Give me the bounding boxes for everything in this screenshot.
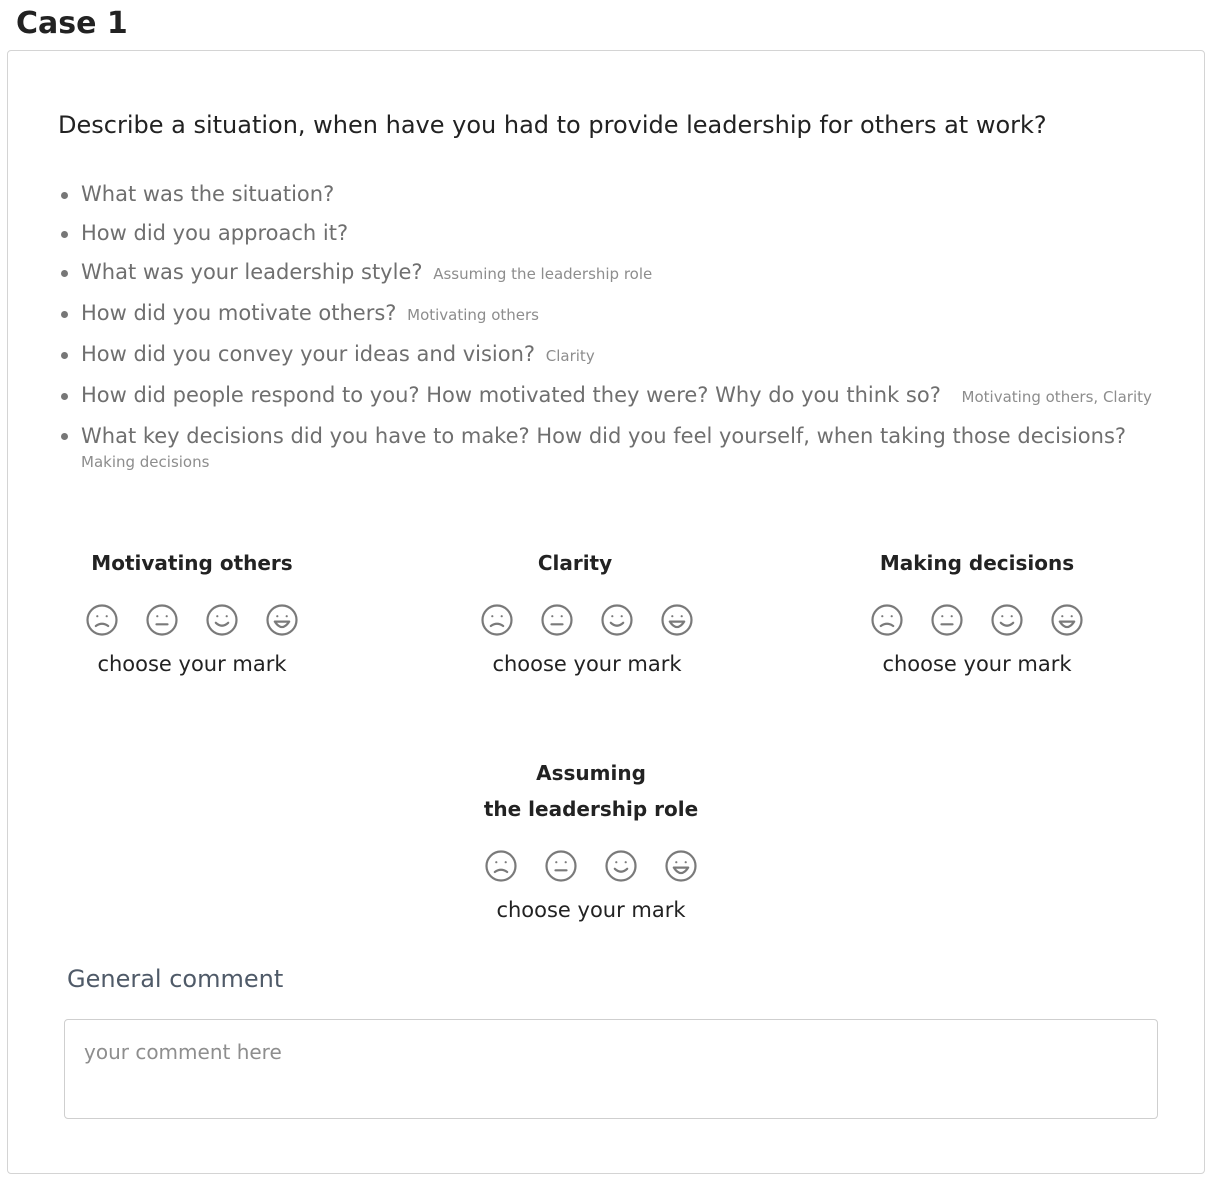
- rating-faces: [62, 603, 322, 637]
- hint-text: What was the situation?: [81, 182, 335, 206]
- frown-face-icon[interactable]: [85, 603, 119, 637]
- neutral-face-icon[interactable]: [145, 603, 179, 637]
- smile-face-icon[interactable]: [600, 603, 634, 637]
- smile-face-icon[interactable]: [205, 603, 239, 637]
- rating-title: Assuming the leadership role: [483, 761, 699, 821]
- hint-text: What key decisions did you have to make? How did you feel yourself, when taking those decisions?: [81, 424, 1127, 448]
- hint-item: [58, 294, 1168, 335]
- rating-clarity: [456, 545, 718, 678]
- mark-label: choose your mark: [882, 652, 1072, 676]
- competency-tag: Motivating others: [407, 306, 539, 324]
- competency-tag: Clarity: [545, 347, 595, 365]
- competency-tag: Motivating others, Clarity: [961, 388, 1152, 406]
- frown-face-icon[interactable]: [870, 603, 904, 637]
- neutral-face-icon[interactable]: [544, 849, 578, 883]
- rating-faces: [456, 603, 718, 637]
- general-comment-label: General comment: [67, 965, 284, 993]
- hint-text: How did you approach it?: [81, 221, 349, 245]
- frown-face-icon[interactable]: [484, 849, 518, 883]
- rating-faces: [460, 849, 722, 883]
- mark-label: choose your mark: [492, 652, 682, 676]
- rating-title: Making decisions: [879, 551, 1075, 575]
- general-comment-input[interactable]: [64, 1019, 1158, 1119]
- neutral-face-icon[interactable]: [540, 603, 574, 637]
- hint-item: [58, 175, 1168, 214]
- mark-label: choose your mark: [496, 898, 686, 922]
- hint-text: How did you convey your ideas and vision?: [81, 342, 536, 366]
- hint-item: [58, 376, 1168, 417]
- smile-face-icon[interactable]: [990, 603, 1024, 637]
- smile-face-icon[interactable]: [604, 849, 638, 883]
- grin-face-icon[interactable]: [1050, 603, 1084, 637]
- rating-motivating-others: [62, 545, 322, 678]
- case-title: Case 1: [16, 6, 128, 41]
- rating-assuming-leadership-role: [460, 755, 722, 924]
- question-text: Describe a situation, when have you had to provide leadership for others at work?: [58, 111, 1047, 139]
- rating-title: Motivating others: [91, 551, 293, 575]
- competency-tag: Assuming the leadership role: [433, 265, 653, 283]
- grin-face-icon[interactable]: [660, 603, 694, 637]
- neutral-face-icon[interactable]: [930, 603, 964, 637]
- hint-item: [58, 417, 1168, 475]
- mark-label: choose your mark: [97, 652, 287, 676]
- competency-tag: Making decisions: [81, 453, 210, 471]
- hint-text: What was your leadership style?: [81, 260, 423, 284]
- frown-face-icon[interactable]: [480, 603, 514, 637]
- hint-text: How did you motivate others?: [81, 301, 397, 325]
- hint-item: [58, 214, 1168, 253]
- rating-title: Clarity: [537, 551, 613, 575]
- hint-item: [58, 253, 1168, 294]
- question-hints-list: [58, 175, 1168, 475]
- case-card: [7, 50, 1205, 1174]
- rating-faces: [846, 603, 1108, 637]
- hint-item: [58, 335, 1168, 376]
- grin-face-icon[interactable]: [265, 603, 299, 637]
- grin-face-icon[interactable]: [664, 849, 698, 883]
- rating-making-decisions: [846, 545, 1108, 678]
- hint-text: How did people respond to you? How motivated they were? Why do you think so?: [81, 383, 941, 407]
